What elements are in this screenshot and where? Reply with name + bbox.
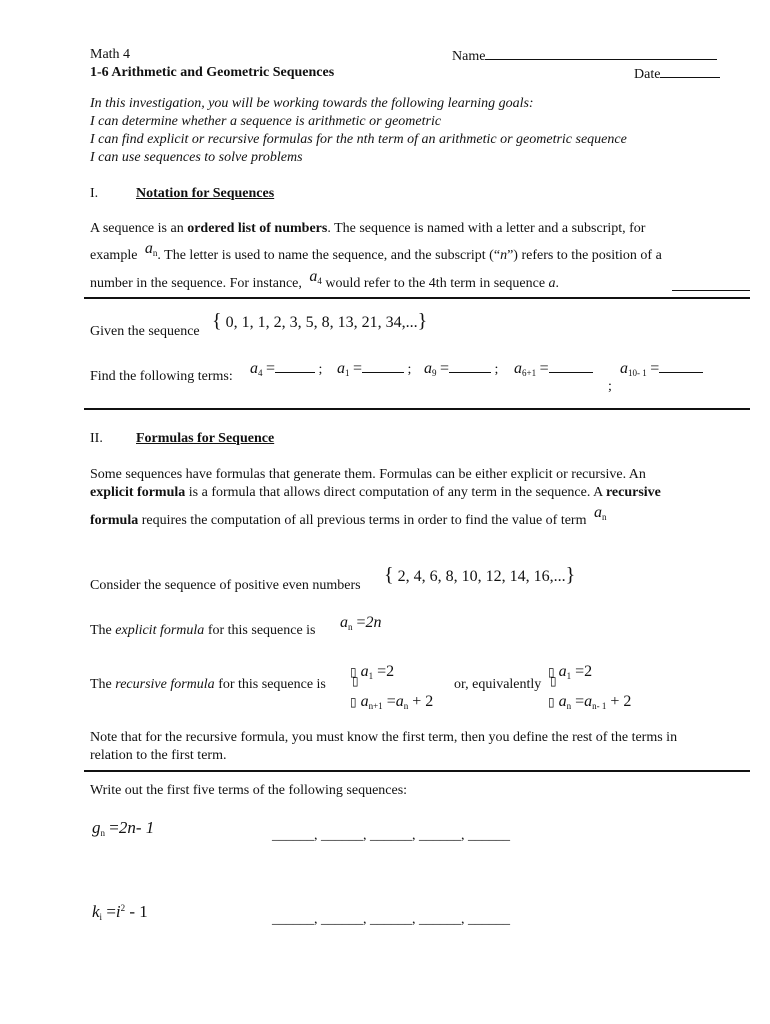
explicit-formula-line: The explicit formula for this sequence is (90, 623, 316, 638)
paragraph-line: number in the sequence. For instance, $a_4$ would refer to the 4th term in sequence a. (90, 268, 560, 291)
date-label: Date (634, 67, 661, 82)
section-title: Formulas for Sequence (136, 431, 275, 446)
goal-line: I can use sequences to solve problems (90, 150, 303, 165)
sequence-g-formula: $g_n =2n-$ 1 (92, 818, 155, 838)
recursive-system-2: ▯ $a_1 =2$ ▯ $a_n =a_{n- 1} + 2$ (548, 663, 632, 711)
section-numeral: II. (90, 431, 103, 446)
find-label: Find the following terms: (90, 369, 233, 384)
goal-line: I can determine whether a sequence is arithmetic or geometric (90, 114, 442, 129)
date-field[interactable] (634, 65, 720, 83)
name-label: Name (452, 49, 486, 64)
term-answer[interactable]: $a_1$ = ; (337, 360, 412, 378)
sequence-set: { 0, 1, 1, 2, 3, 5, 8, 13, 21, 34,...} (212, 310, 428, 332)
intro-line: In this investigation, you will be working towards the following learning goals: (90, 96, 534, 111)
given-label: Given the sequence (90, 324, 200, 339)
note-line: Note that for the recursive formula, you must know the first term, then you define the rest of the terms in (90, 730, 678, 745)
worksheet-title: 1-6 Arithmetic and Geometric Sequences (90, 65, 335, 80)
course-label: Math 4 (90, 47, 131, 62)
exercise-prompt: Write out the first five terms of the following sequences: (90, 783, 408, 798)
equivalently-label: or, equivalently (454, 677, 542, 692)
separator: ; (608, 379, 612, 394)
even-sequence-values: 2, 4, 6, 8, 10, 12, 14, 16,... (397, 568, 566, 585)
answer-blanks-g[interactable]: ______, ______, ______, ______, ______ (272, 828, 510, 843)
note-line: relation to the first term. (90, 748, 227, 763)
term-answer[interactable]: $a_9$ = ; (424, 360, 499, 378)
sequence-k-formula: $k_i =i^2 - 1$ (92, 902, 148, 922)
paragraph-line: explicit formula is a formula that allows direct computation of any term in the sequence. A recursive (90, 485, 661, 500)
math-a-4: $a_4$ (309, 268, 322, 286)
consider-label: Consider the sequence of positive even numbers (90, 578, 361, 593)
divider-tail (672, 290, 750, 291)
brace-icon: ▯ (550, 674, 557, 688)
brace-icon: ▯ (352, 674, 359, 688)
answer-blanks-k[interactable]: ______, ______, ______, ______, ______ (272, 912, 510, 927)
paragraph-line: Some sequences have formulas that generate them. Formulas can be either explicit or recursive. An (90, 467, 646, 482)
name-blank[interactable] (485, 47, 717, 60)
even-sequence-set: { 2, 4, 6, 8, 10, 12, 14, 16,...} (384, 564, 576, 586)
section-title: Notation for Sequences (136, 186, 275, 201)
section-divider (84, 770, 750, 772)
paragraph-line: example $a_n$. The letter is used to name the sequence, and the subscript (“n”) refers to the position of a (90, 240, 662, 263)
sequence-values: 0, 1, 1, 2, 3, 5, 8, 13, 21, 34,... (225, 314, 418, 331)
recursive-system-1: ▯ $a_1 =2$ ▯ $a_{n+1} =a_n + 2$ (350, 663, 434, 711)
section-numeral: I. (90, 186, 99, 201)
math-a-n: $a_n$ (593, 504, 607, 522)
section-divider (84, 297, 750, 299)
section-divider (84, 408, 750, 410)
term-answer[interactable]: $a_{10- 1}$ = (620, 360, 703, 378)
recursive-formula-line: The recursive formula for this sequence is (90, 677, 326, 692)
paragraph-line: formula requires the computation of all previous terms in order to find the value of term $a_n$ (90, 504, 607, 528)
math-a-n: $a_n$ (144, 240, 158, 258)
explicit-formula-math: $a_n =2n$ (340, 614, 382, 632)
term-answer[interactable]: $a_4$ = ; (250, 360, 323, 378)
date-blank[interactable] (660, 65, 720, 78)
term-answer[interactable]: $a_{6+1}$ = (514, 360, 593, 378)
name-field[interactable] (452, 47, 717, 65)
goal-line: I can find explicit or recursive formulas for the nth term of an arithmetic or geometric sequence (90, 132, 627, 147)
paragraph-line: A sequence is an ordered list of numbers. The sequence is named with a letter and a subscript, for (90, 221, 646, 236)
